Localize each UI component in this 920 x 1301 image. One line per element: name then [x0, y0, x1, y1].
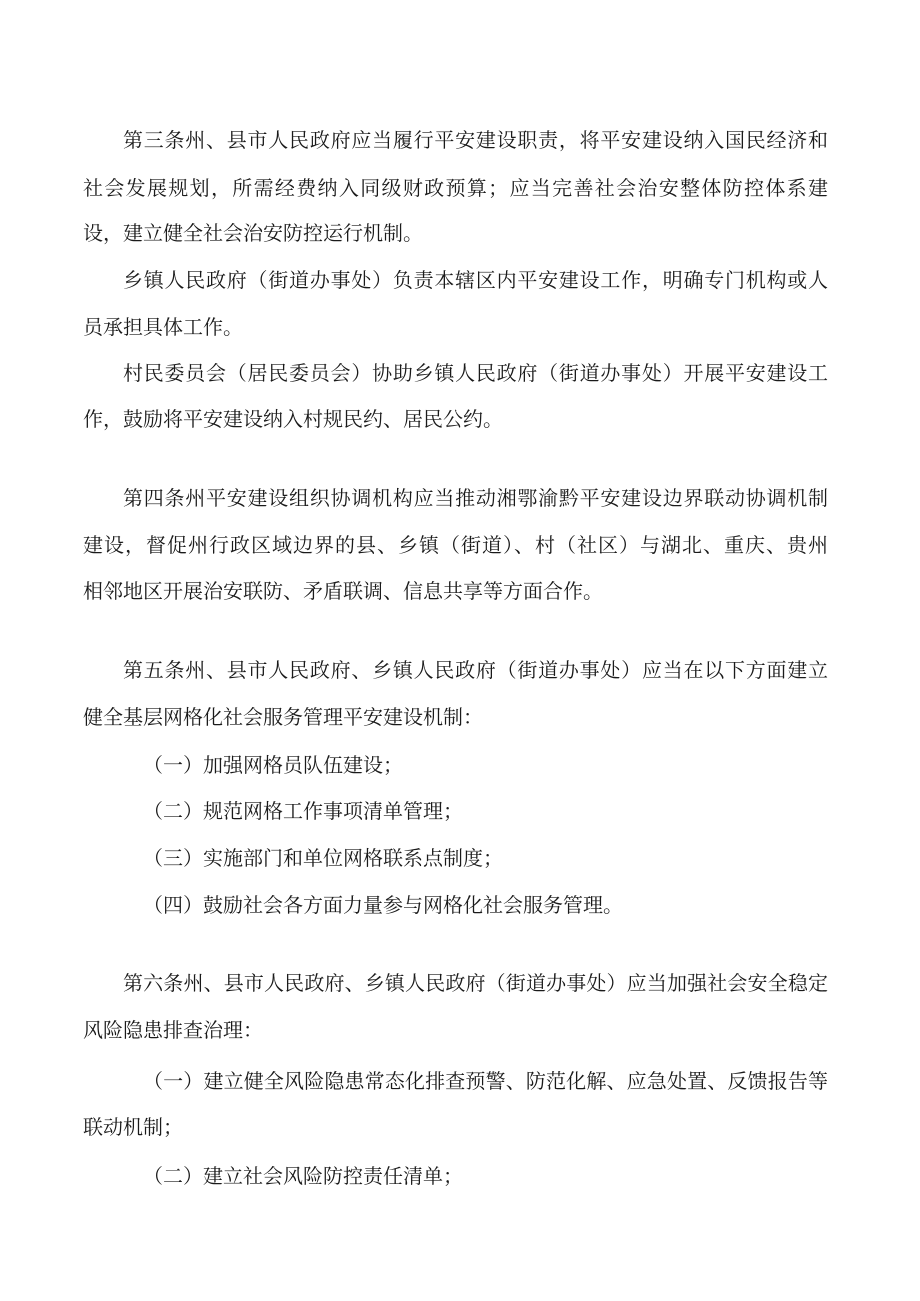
article4-line-3: 相邻地区开展治安联防、矛盾联调、信息共享等方面合作。: [83, 579, 603, 603]
article3-para3-line-2: 作，鼓励将平安建设纳入村规民约、居民公约。: [83, 407, 503, 431]
article4-line-1: 第四条州平安建设组织协调机构应当推动湘鄂渝黔平安建设边界联动协调机制: [123, 486, 828, 510]
article5-line-1: 第五条州、县市人民政府、乡镇人民政府（街道办事处）应当在以下方面建立: [123, 658, 828, 682]
article6-item-2: （二）建立社会风险防控责任清单；: [143, 1164, 463, 1188]
article6-item1-line-1: （一）建立健全风险隐患常态化排查预警、防范化解、应急处置、反馈报告等: [143, 1069, 828, 1093]
article6-line-1: 第六条州、县市人民政府、乡镇人民政府（街道办事处）应当加强社会安全稳定: [123, 971, 828, 995]
article4-line-2: 建设，督促州行政区域边界的县、乡镇（街道）、村（社区）与湖北、重庆、贵州: [83, 533, 828, 557]
article5-item-1: （一）加强网格员队伍建设；: [143, 753, 403, 777]
article3-line-3: 设，建立健全社会治安防控运行机制。: [83, 221, 423, 245]
article6-line-2: 风险隐患排查治理：: [83, 1018, 263, 1042]
article5-item-3: （三）实施部门和单位网格联系点制度；: [143, 846, 503, 870]
article5-item-2: （二）规范网格工作事项清单管理；: [143, 799, 463, 823]
article3-line-2: 社会发展规划，所需经费纳入同级财政预算；应当完善社会治安整体防控体系建: [83, 176, 828, 200]
article5-item-4: （四）鼓励社会各方面力量参与网格化社会服务管理。: [143, 893, 623, 917]
article3-para2-line-2: 员承担具体工作。: [83, 315, 243, 339]
article3-para3-line-1: 村民委员会（居民委员会）协助乡镇人民政府（街道办事处）开展平安建设工: [123, 361, 828, 385]
article3-line-1: 第三条州、县市人民政府应当履行平安建设职责，将平安建设纳入国民经济和: [123, 128, 828, 152]
article5-line-2: 健全基层网格化社会服务管理平安建设机制：: [83, 705, 483, 729]
article6-item1-line-2: 联动机制；: [83, 1115, 183, 1139]
article3-para2-line-1: 乡镇人民政府（街道办事处）负责本辖区内平安建设工作，明确专门机构或人: [123, 268, 828, 292]
